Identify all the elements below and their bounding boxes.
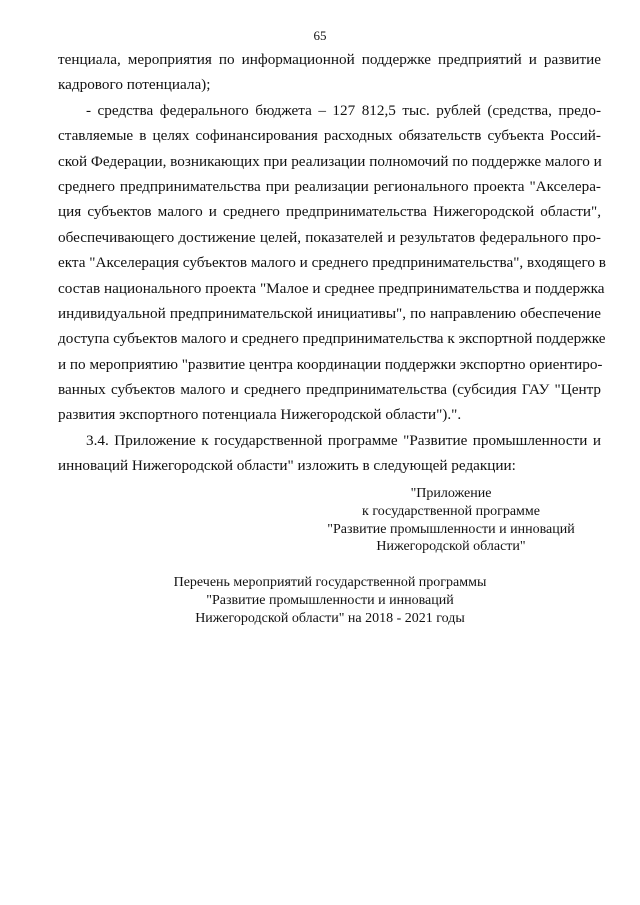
body-line: индивидуальной предпринимательской инициативы", по направлению обеспечение	[58, 304, 601, 322]
body-line: ванных субъектов малого и среднего предпринимательства (субсидия ГАУ "Центр	[58, 381, 601, 399]
annex-line: к государственной программе	[362, 503, 540, 519]
body-line: и по мероприятию "развитие центра координации поддержки экспортно ориентиро-	[58, 355, 603, 373]
body-line: екта "Акселерация субъектов малого и среднего предпринимательства", входящего в	[58, 254, 606, 272]
body-line: тенциала, мероприятия по информационной поддержке предприятий и развитие	[58, 51, 601, 68]
document-title	[60, 574, 600, 627]
body-line: среднего предпринимательства при реализации регионального проекта "Акселера-	[58, 177, 601, 195]
annex-line: "Развитие промышленности и инноваций	[327, 521, 575, 537]
page-number: 65	[313, 28, 327, 43]
body-line: ставляемые в целях софинансирования расходных обязательств субъекта Россий-	[58, 127, 601, 145]
body-text	[58, 47, 606, 479]
title-line: Перечень мероприятий государственной программы	[173, 575, 487, 590]
body-line: ция субъектов малого и среднего предпринимательства Нижегородской области",	[58, 203, 601, 221]
title-line: "Развитие промышленности и инноваций	[206, 592, 454, 608]
annex-line: "Приложение	[410, 486, 492, 501]
body-line: 3.4. Приложение к государственной программе "Развитие промышленности и	[86, 431, 601, 449]
body-line: кадрового потенциала);	[58, 76, 211, 94]
body-line: ской Федерации, возникающих при реализации полномочий по поддержке малого и	[58, 152, 602, 170]
title-line: Нижегородской области" на 2018 - 2021 годы	[195, 610, 465, 626]
body-line: состав национального проекта "Малое и среднее предпринимательства и поддержка	[58, 279, 605, 297]
body-line: инноваций Нижегородской области" изложить в следующей редакции:	[58, 457, 516, 475]
body-line: - средства федерального бюджета – 127 812,5 тыс. рублей (средства, предо-	[86, 101, 601, 119]
body-line: доступа субъектов малого и среднего предпринимательства к экспортной поддержке	[58, 330, 606, 348]
body-line: развития экспортного потенциала Нижегородской области").".	[58, 406, 462, 424]
annex-heading	[300, 485, 602, 556]
body-line: обеспечивающего достижение целей, показателей и результатов федерального про-	[58, 228, 601, 246]
annex-line: Нижегородской области"	[376, 539, 526, 555]
